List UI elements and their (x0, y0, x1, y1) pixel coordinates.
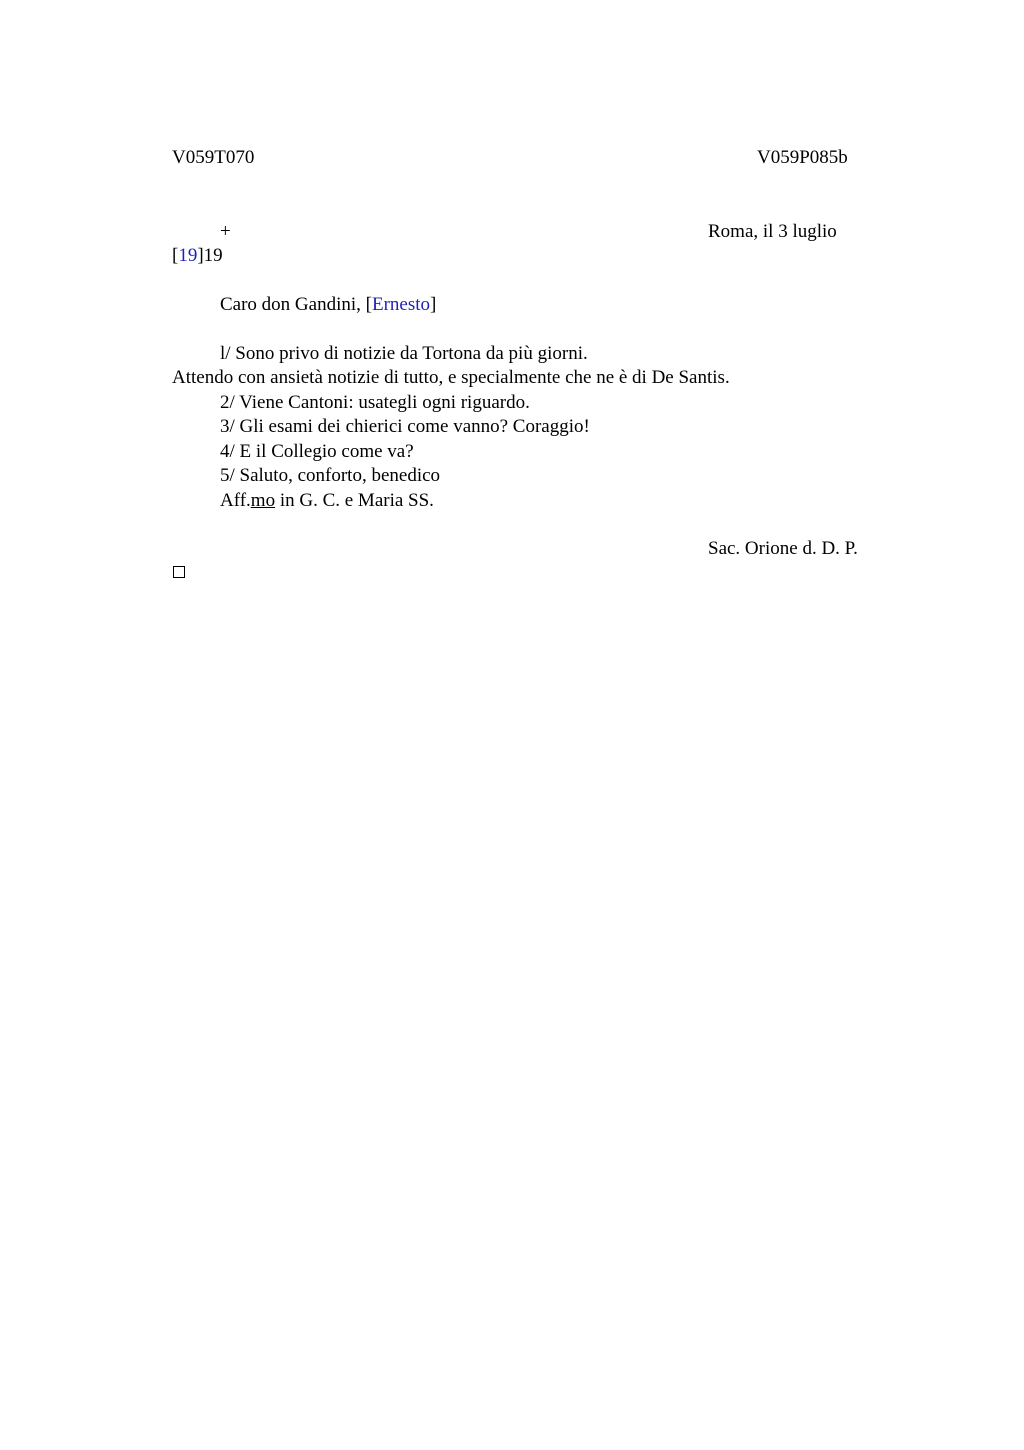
date-line: Roma, il 3 luglio (708, 221, 837, 242)
year-bracket-close: ]19 (197, 245, 223, 266)
cross-symbol: + (220, 221, 231, 242)
salutation-close: ] (430, 294, 437, 315)
closing-suffix: in G. C. e Maria SS. (275, 490, 434, 511)
salutation (220, 293, 436, 317)
letter-line: 4/ E il Collegio come va? (220, 441, 414, 462)
year-line (172, 244, 223, 268)
letter-line: 2/ Viene Cantoni: usategli ogni riguardo. (220, 392, 530, 413)
salutation-name: Ernesto (371, 294, 431, 315)
document-code-right: V059P085b (757, 147, 848, 168)
closing-underlined: mo (250, 490, 276, 511)
document-code-left: V059T070 (172, 147, 255, 168)
end-square-icon (173, 566, 185, 578)
closing-prefix: Aff. (220, 490, 251, 511)
signature: Sac. Orione d. D. P. (708, 538, 858, 559)
year-insert: 19 (178, 245, 198, 266)
closing-line (220, 489, 434, 513)
letter-line: 3/ Gli esami dei chierici come vanno? Coraggio! (220, 416, 590, 437)
letter-line: 5/ Saluto, conforto, benedico (220, 465, 441, 486)
letter-line: l/ Sono privo di notizie da Tortona da più giorni. (220, 343, 588, 364)
letter-line: Attendo con ansietà notizie di tutto, e specialmente che ne è di De Santis. (172, 367, 730, 388)
salutation-text: Caro don Gandini, [ (220, 294, 372, 315)
year-bracket-open: [ (172, 245, 179, 266)
